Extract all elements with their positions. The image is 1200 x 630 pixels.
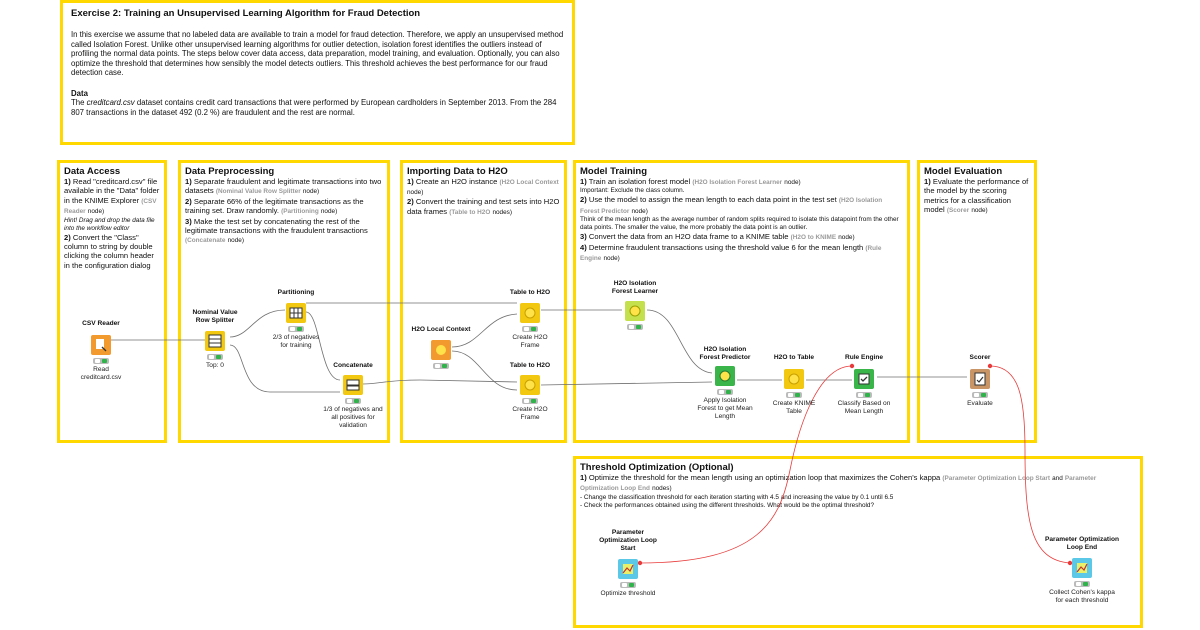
- step-number: 1): [64, 177, 71, 186]
- node-h2o-local-context[interactable]: [396, 326, 486, 369]
- node-title: Rule Engine: [844, 354, 884, 361]
- step-number: 4): [580, 242, 587, 252]
- step-text: Read "creditcard.csv" file available in the "Data" folder in the KNIME Explorer: [64, 177, 160, 205]
- loop-start-icon: [617, 558, 639, 580]
- node-status: [1074, 581, 1090, 587]
- node-reference: (Concatenate: [185, 237, 226, 245]
- step-text: Convert the "Class" column to string by double clicking the column header in the configuration dialog: [64, 232, 154, 270]
- data-prefix: The: [71, 98, 85, 108]
- node-title: Parameter Optimization Loop End: [1044, 536, 1119, 551]
- node-csv-reader[interactable]: [56, 320, 146, 382]
- node-label: Create H2O Frame: [512, 334, 548, 349]
- optimization-bullet-2: - Check the performances obtained using the different thresholds. What would be the optimal threshold?: [580, 501, 875, 509]
- node-table-to-h2o-2[interactable]: [485, 362, 575, 422]
- loop-end-icon: [1071, 557, 1093, 579]
- node-label: Create KNIME Table: [772, 400, 816, 415]
- intro-title: Exercise 2: Training an Unsupervised Learning Algorithm for Fraud Detection: [71, 8, 421, 19]
- node-title: Table to H2O: [509, 362, 551, 369]
- node-suffix: nodes): [492, 208, 512, 216]
- node-reference: (Partitioning: [281, 208, 319, 216]
- partition-icon: [285, 302, 307, 324]
- node-title: Nominal Value Row Splitter: [192, 309, 238, 324]
- node-label: Top: 0: [206, 362, 224, 369]
- node-reference: (H2O Isolation Forest Learner: [692, 179, 783, 186]
- node-reference: (Parameter Optimization Loop Start: [942, 475, 1050, 482]
- step-text: Separate fraudulent and legitimate transactions into two datasets: [185, 177, 382, 196]
- predictor-icon: [714, 365, 736, 387]
- node-reference: (H2O Local Context: [499, 179, 559, 186]
- node-title: CSV Reader: [82, 320, 120, 327]
- node-label: 1/3 of negatives and all positives for validation: [323, 406, 383, 429]
- node-status: [786, 392, 802, 398]
- step-number: 1): [924, 177, 931, 186]
- file-reader-icon: [90, 334, 112, 356]
- step-text: Create an H2O instance: [415, 177, 498, 186]
- node-reference: (H2O Isolation Forest Predictor: [580, 197, 883, 215]
- node-title: H2O Isolation Forest Learner: [611, 280, 659, 295]
- step-number: 1): [580, 473, 587, 482]
- node-label: Apply Isolation Forest to get Mean Length: [697, 397, 753, 420]
- preprocessing-title: Data Preprocessing: [185, 166, 275, 177]
- node-status: [522, 326, 538, 332]
- step-number: 2): [407, 197, 414, 207]
- concatenate-icon: [342, 374, 364, 396]
- node-reference-2: Parameter Optimization Loop End: [580, 475, 1097, 493]
- node-table-to-h2o-1[interactable]: [485, 289, 575, 350]
- node-and: and: [1052, 475, 1063, 482]
- node-parameter-optimization-loop-start[interactable]: [583, 529, 673, 598]
- training-title: Model Training: [580, 166, 648, 177]
- step-text: Use the model to assign the mean length to each data point in the test set: [588, 195, 837, 205]
- node-suffix: node): [603, 255, 620, 263]
- node-status: [627, 324, 643, 330]
- node-status: [717, 389, 733, 395]
- node-suffix: node): [407, 189, 424, 197]
- node-suffix: node): [631, 207, 648, 215]
- data-text: dataset contains credit card transactions that were performed by European cardholders in September 2013. From the 284 807 transactions in the dataset 492 (0.2 %) are fraudulent and the rest are normal.: [71, 98, 557, 117]
- node-nominal-value-row-splitter[interactable]: [170, 309, 260, 370]
- step-text: Convert the training and test sets into H2O data frames: [407, 197, 560, 216]
- training-step1-note: Important: Exclude the class column.: [580, 187, 685, 195]
- data-filename: creditcard.csv: [86, 98, 135, 108]
- node-suffix: node): [784, 179, 801, 186]
- node-parameter-optimization-loop-end[interactable]: [1037, 536, 1127, 605]
- node-title: Concatenate: [333, 362, 373, 369]
- node-suffix: node): [838, 234, 855, 242]
- step-number: 1): [580, 177, 587, 186]
- node-status: [522, 398, 538, 404]
- node-rule-engine[interactable]: [819, 354, 909, 416]
- node-suffix: node): [320, 208, 338, 216]
- step-number: 3): [580, 232, 587, 242]
- node-suffix: node): [87, 208, 105, 216]
- node-reference: (Nominal Value Row Splitter: [215, 188, 301, 196]
- step-number: 3): [185, 216, 192, 226]
- step-number: 2): [580, 195, 587, 205]
- node-suffix: node): [302, 188, 320, 196]
- node-reference: (Scorer: [946, 207, 970, 215]
- h2o-title: Importing Data to H2O: [407, 166, 508, 177]
- optimization-title: Threshold Optimization (Optional): [580, 462, 734, 473]
- node-label: Collect Cohen's kappa for each threshold: [1049, 589, 1115, 604]
- node-suffix: node): [227, 237, 244, 245]
- node-label: Optimize threshold: [600, 590, 656, 597]
- node-title: Scorer: [969, 354, 991, 361]
- node-title: Parameter Optimization Loop Start: [599, 529, 657, 552]
- node-partitioning[interactable]: [251, 289, 341, 350]
- node-status: [972, 392, 988, 398]
- step-number: 2): [64, 232, 71, 242]
- data-access-hint: Hint! Drag and drop the data file into the workflow editor: [64, 216, 155, 232]
- node-status: [93, 358, 109, 364]
- h2o-convert-icon: [519, 374, 541, 396]
- node-concatenate[interactable]: [308, 362, 398, 430]
- node-reference: (CSV Reader: [64, 197, 157, 216]
- step-text: Evaluate the performance of the model by the scoring metrics for a classification model: [924, 177, 1029, 215]
- scorer-icon: [969, 368, 991, 390]
- node-scorer[interactable]: [935, 354, 1025, 408]
- data-heading: Data: [71, 88, 88, 98]
- node-label: Classify Based on Mean Length: [837, 400, 891, 415]
- step-text: Separate 66% of the legitimate transactions as the training set. Draw randomly.: [185, 196, 364, 216]
- node-status: [207, 354, 223, 360]
- step-text: Convert the data from an H2O data frame to a KNIME table: [588, 232, 789, 242]
- node-reference: (Rule Engine: [580, 244, 882, 263]
- step-number: 1): [407, 177, 414, 186]
- node-label: Evaluate: [967, 400, 993, 407]
- node-h2o-isolation-forest-learner[interactable]: [590, 280, 680, 330]
- node-status: [433, 363, 449, 369]
- step-number: 2): [185, 196, 192, 206]
- node-title: H2O Isolation Forest Predictor: [699, 346, 751, 361]
- node-status: [345, 398, 361, 404]
- node-reference: (H2O to KNIME: [790, 234, 837, 242]
- node-suffix: nodes): [652, 485, 672, 493]
- node-label: 2/3 of negatives for training: [272, 334, 320, 349]
- optimization-bullet-1: - Change the classification threshold for each iteration starting with 4.5 and increasing the value by 0.1 until 6.5: [580, 493, 894, 501]
- node-title: H2O to Table: [773, 354, 815, 361]
- node-label: Read creditcard.csv: [80, 366, 122, 381]
- step-text: Determine fraudulent transactions using the threshold value 6 for the mean length: [588, 242, 864, 252]
- node-status: [856, 392, 872, 398]
- splitter-icon: [204, 330, 226, 352]
- node-status: [288, 326, 304, 332]
- data-access-title: Data Access: [64, 166, 121, 177]
- step-number: 1): [185, 177, 192, 186]
- node-title: Partitioning: [277, 289, 315, 296]
- training-step2-note: Think of the mean length as the average number of random splits required to isolate this datapoint from the other data points. The smaller the value, the more probably the data point is an outlier.: [580, 216, 899, 232]
- node-title: H2O Local Context: [411, 326, 471, 333]
- node-reference: (Table to H2O: [449, 208, 491, 216]
- evaluation-title: Model Evaluation: [924, 166, 1003, 177]
- node-label: Create H2O Frame: [512, 406, 548, 421]
- node-title: Table to H2O: [509, 289, 551, 296]
- rule-engine-icon: [853, 368, 875, 390]
- h2o-context-icon: [430, 339, 452, 361]
- step-text: Train an isolation forest model: [588, 177, 691, 186]
- h2o-convert-icon: [783, 368, 805, 390]
- learner-icon: [624, 300, 646, 322]
- h2o-convert-icon: [519, 302, 541, 324]
- node-status: [620, 582, 636, 588]
- intro-description: In this exercise we assume that no labeled data are available to train a model for fraud detection. Therefore, we apply an unsupervised method called Isolation Forest. Unlike other unsupervised learning algorithms for outlier detection, isolation forest identifies the outliers instead of profiling the normal data points. The steps below cover data access, data preparation, model training, and evaluation. Optionally, you can also optimize the threshold that determines how sensibly the model detects outliers. This threshold achieves the best performance for our fraud detection case.: [71, 30, 564, 78]
- node-suffix: node): [971, 207, 988, 215]
- step-text: Make the test set by concatenating the rest of the legitimate transactions with the fraudulent transactions: [185, 216, 368, 236]
- step-text: Optimize the threshold for the mean length using an optimization loop that maximizes the Cohen's kappa: [588, 473, 941, 482]
